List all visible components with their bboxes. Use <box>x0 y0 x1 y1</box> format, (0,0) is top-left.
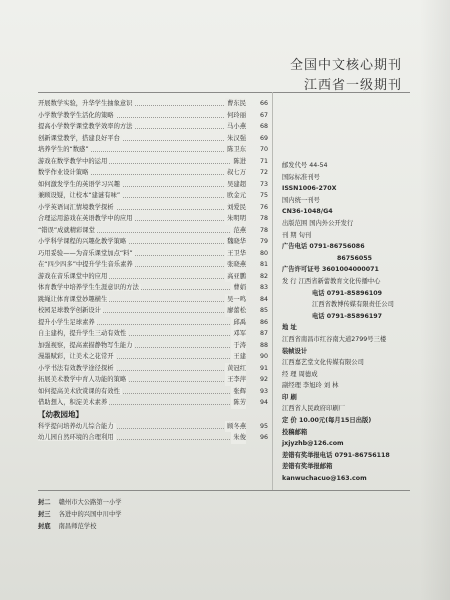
entry-author: 王建 <box>231 351 246 363</box>
toc-entry <box>38 190 272 202</box>
toc-entry <box>38 202 272 214</box>
entry-author: 朱俊 <box>231 432 246 444</box>
entry-author: 张晓燕 <box>225 259 246 271</box>
entry-page: 92 <box>259 376 268 383</box>
entry-title: 开展数学实验，升华学生抽象意识 <box>38 100 133 107</box>
entry-title: 小学数学教学生活化的策略 <box>38 111 114 119</box>
toc-entry <box>38 363 272 375</box>
cover-credit-row <box>38 497 122 509</box>
publication-scope: 出版范围 国内外公开发行 <box>282 219 354 227</box>
entry-title: 提高小学数学课堂教学效率的方法 <box>38 123 133 130</box>
entry-title: 数学作业设计策略 <box>38 169 89 176</box>
entry-author: 范燕 <box>231 225 246 237</box>
entry-title: 小学科学课程的兴趣化教学策略 <box>38 238 127 245</box>
entry-page: 79 <box>259 238 268 245</box>
entry-title: 在“四少四多”中提升学生音乐素养 <box>38 261 133 268</box>
entry-title: “错误”成就精彩课堂 <box>38 226 95 234</box>
entry-author: 高亚鹏 <box>225 271 246 283</box>
toc-entry <box>38 121 272 133</box>
entry-author: 陈进 <box>231 156 246 168</box>
printer: 江西省人民政府印刷厂 <box>282 405 345 413</box>
entry-title: 小学书法有效教学途径探析 <box>38 364 114 372</box>
error-report-phone: 差错有奖举报电话 0791-86756118 <box>282 451 390 459</box>
entry-page: 69 <box>259 134 268 142</box>
entry-page: 90 <box>259 353 268 360</box>
toc-entry <box>38 236 272 248</box>
entry-author: 张辉 <box>231 386 246 398</box>
entry-page: 88 <box>259 341 268 349</box>
entry-title: 合理运用游戏在英语教学中的应用 <box>38 215 133 222</box>
entry-author: 陈芳 <box>231 397 246 409</box>
page-curve-shadow <box>420 0 450 600</box>
toc-entry <box>38 259 272 271</box>
submission-email: jxjyzhb@126.com <box>282 440 344 448</box>
entry-page: 73 <box>259 180 268 188</box>
entry-page: 96 <box>259 434 268 441</box>
cover-text: 各进中的兴国中川中学 <box>58 511 122 518</box>
cover-label: 封二 <box>38 499 51 506</box>
toc-entry <box>38 351 272 363</box>
section-heading: 【幼教园地】 <box>38 409 83 419</box>
entry-page: 66 <box>259 100 268 107</box>
toc-entry <box>38 317 272 329</box>
error-report-email-label: 差错有奖举报邮箱 <box>282 463 333 471</box>
publication-info <box>282 160 422 485</box>
entry-author: 王李萍 <box>225 374 246 386</box>
cn-number: CN36-1048/G4 <box>282 208 333 216</box>
entry-page: 76 <box>259 203 268 211</box>
address: 江西省南昌市红谷南大道2799号三楼 <box>282 335 387 343</box>
entry-author: 于涛 <box>231 340 246 352</box>
toc-entry <box>38 225 272 237</box>
toc-entry <box>38 374 272 386</box>
toc-entry <box>38 421 272 433</box>
entry-title: 创新课堂教学，搭建良好平台 <box>38 134 120 142</box>
toc-entry <box>38 144 272 156</box>
toc-entry <box>38 386 272 398</box>
ad-phone: 广告电话 0791-86756086 <box>282 243 365 251</box>
toc-entry <box>38 167 272 179</box>
entry-title: 漫墨赋彩，让美术之花常开 <box>38 353 114 360</box>
entry-page: 84 <box>259 295 268 303</box>
toc-entry <box>38 271 272 283</box>
column-divider <box>272 92 273 490</box>
entry-page: 75 <box>259 192 268 199</box>
toc-entry <box>38 156 272 168</box>
masthead-line-2: 江西省一级期刊 <box>303 78 402 93</box>
entry-page: 72 <box>259 169 268 176</box>
issn-label: 国际标准刊号 <box>282 173 320 181</box>
entry-author: 马小燕 <box>225 121 246 133</box>
table-of-contents <box>38 98 272 444</box>
cover-text: 赣州市大公路第一小学 <box>58 499 122 506</box>
entry-page: 86 <box>259 318 268 326</box>
toc-entry <box>38 397 272 409</box>
cover-label: 封三 <box>38 511 51 518</box>
entry-author: 朱明明 <box>225 213 246 225</box>
entry-title: 提升小学生足球素养 <box>38 318 95 326</box>
postal-code: 邮发代号 44-54 <box>282 162 328 169</box>
entry-author: 邓军 <box>231 328 246 340</box>
entry-page: 87 <box>259 330 268 337</box>
entry-author: 黄冠红 <box>225 363 246 375</box>
entry-page: 70 <box>259 146 268 153</box>
entry-author: 邱禹 <box>231 317 246 329</box>
entry-author: 吴一鸣 <box>225 294 246 306</box>
top-rule <box>38 92 410 93</box>
entry-title: 小学英语词汇情境教学探析 <box>38 203 114 211</box>
entry-page: 91 <box>259 364 268 372</box>
design-company: 江西嘉艺堂文化传媒有限公司 <box>282 359 364 367</box>
entry-author: 顾冬燕 <box>225 421 246 433</box>
toc-entry <box>38 328 272 340</box>
entry-author: 廖蕾松 <box>225 305 246 317</box>
cover-label: 封底 <box>38 523 51 530</box>
entry-page: 83 <box>259 284 268 291</box>
cover-credit-row <box>38 509 122 521</box>
masthead-line-1: 全国中文核心期刊 <box>289 58 402 73</box>
entry-title: 巧用妥验——为音乐课堂加点“料” <box>38 249 133 257</box>
entry-author: 欧金元 <box>225 190 246 202</box>
toc-entry <box>38 179 272 191</box>
toc-entry <box>38 133 272 145</box>
toc-entry <box>38 305 272 317</box>
toc-entry <box>38 340 272 352</box>
email-label: 投稿邮箱 <box>282 428 308 436</box>
entry-author: 陈卫东 <box>225 144 246 156</box>
entry-title: 培养学生的“数感” <box>38 146 89 153</box>
entry-title: 校园足球教学创新设计 <box>38 307 101 314</box>
entry-page: 67 <box>259 111 268 119</box>
cover-credit-row <box>38 521 122 533</box>
entry-title: 拓展美术教学中育人功能的策略 <box>38 376 127 383</box>
entry-page: 80 <box>259 249 268 257</box>
error-report-email: kanwuchacuo@163.com <box>282 475 367 483</box>
entry-page: 94 <box>259 399 268 406</box>
entry-title: 游戏在音乐课堂中的应用 <box>38 272 108 280</box>
toc-entry <box>38 98 272 110</box>
entry-page: 71 <box>259 157 268 165</box>
entry-page: 85 <box>259 307 268 314</box>
toc-entry <box>38 432 272 444</box>
entry-title: 如何提高美术欣赏课的有效性 <box>38 387 120 395</box>
toc-entry <box>38 110 272 122</box>
cover-text: 南昌师范学校 <box>58 523 97 530</box>
publisher-company: 江西省教博传媒有限责任公司 <box>312 301 394 309</box>
publisher-phone-2: 电话 0791-85896197 <box>312 312 382 320</box>
entry-author: 何玲丽 <box>225 110 246 122</box>
entry-page: 95 <box>259 422 268 430</box>
issn: ISSN1006-270X <box>282 185 337 193</box>
bottom-rule <box>38 490 410 491</box>
entry-title: 兼顾设疑，让校本“建谜有味” <box>38 192 121 199</box>
entry-title: 体育教学中培养学生生涯意识的方法 <box>38 284 139 291</box>
publisher: 发 行 江西省新蕾教育文化传播中心 <box>282 277 381 285</box>
design-label: 装帧设计 <box>282 347 308 355</box>
price: 定 价 10.00元(每月15日出版) <box>282 417 372 425</box>
entry-title: 借助想入，积淀美术素养 <box>38 399 108 406</box>
cn-label: 国内统一刊号 <box>282 196 320 204</box>
entry-page: 81 <box>259 261 268 268</box>
entry-author: 刘爱民 <box>225 202 246 214</box>
toc-entry <box>38 213 272 225</box>
masthead <box>290 54 402 93</box>
entry-author: 曹娟 <box>231 282 246 294</box>
ad-phone-2: 86756055 <box>337 254 373 262</box>
toc-entry <box>38 282 272 294</box>
entry-author: 曹东民 <box>225 98 246 110</box>
entry-title: 游戏在数学教学中的运用 <box>38 157 108 165</box>
manager: 经 理 周德成 <box>282 370 318 378</box>
entry-author: 王卫华 <box>225 248 246 260</box>
entry-page: 68 <box>259 123 268 130</box>
toc-entry <box>38 294 272 306</box>
entry-title: 如何激发学生的英语学习兴趣 <box>38 180 120 188</box>
entry-author: 朱汉强 <box>225 133 246 145</box>
period: 刊 期 旬刊 <box>282 231 312 239</box>
entry-page: 82 <box>259 272 268 280</box>
print-label: 印 刷 <box>282 393 297 401</box>
entry-page: 78 <box>259 215 268 222</box>
vice-manager: 副经理 李旭玲 刘 林 <box>282 382 339 390</box>
entry-title: 自主建构，提升学生三动有效性 <box>38 330 127 337</box>
address-label: 地 址 <box>282 324 297 332</box>
entry-title: 幼儿园自然环境的合理利用 <box>38 434 114 441</box>
entry-author: 叔七万 <box>225 167 246 179</box>
entry-title: 科学提问培养幼儿综合能力 <box>38 422 114 430</box>
entry-page: 78 <box>259 226 268 234</box>
entry-page: 93 <box>259 387 268 395</box>
cover-credits <box>38 497 122 533</box>
entry-author: 吴建超 <box>225 179 246 191</box>
toc-entry <box>38 248 272 260</box>
ad-license: 广告许可证号 3601004000071 <box>282 266 379 274</box>
entry-author: 魏晓华 <box>225 236 246 248</box>
entry-title: 跳绳让体育课堂妙趣横生 <box>38 295 108 303</box>
publisher-phone: 电话 0791-85896109 <box>312 289 382 297</box>
entry-title: 加强视察，提高素描静物写生能力 <box>38 341 133 349</box>
